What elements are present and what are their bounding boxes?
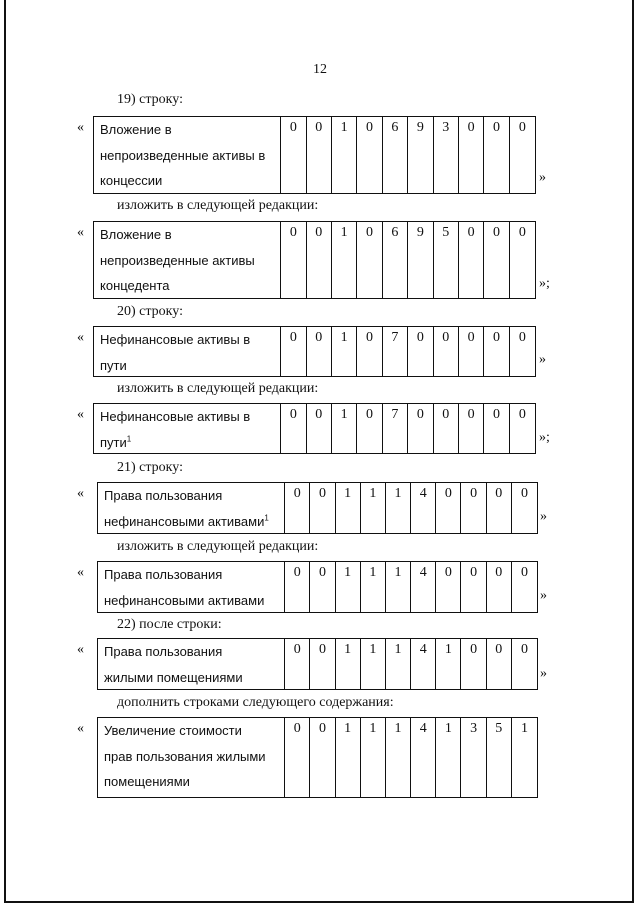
code-digit-cell: 0: [285, 639, 310, 689]
code-digit-cell: 0: [487, 639, 512, 689]
code-digit-cell: 1: [336, 483, 361, 533]
code-digit-cell: 6: [383, 222, 408, 298]
instruction-caption: дополнить строками следующего содержания:: [117, 695, 394, 710]
code-digit-cell: 5: [487, 718, 512, 797]
code-digit-cell: 0: [459, 404, 484, 453]
page-number: 12: [313, 62, 327, 77]
account-row-table: [97, 638, 538, 690]
account-row-table: [93, 221, 536, 299]
code-digit-cell: 0: [310, 718, 335, 797]
instruction-caption: изложить в следующей редакции:: [117, 381, 319, 396]
code-digit-cell: 4: [411, 562, 436, 612]
account-name-line: нефинансовыми активами: [104, 592, 265, 608]
code-digit-cell: 6: [383, 117, 408, 193]
code-digit-cell: 0: [285, 483, 310, 533]
code-digit-cell: 0: [307, 117, 332, 193]
code-digit-cell: 0: [281, 117, 306, 193]
closing-quote: »;: [539, 276, 550, 291]
code-digit-cell: 1: [386, 718, 411, 797]
code-digit-cell: 0: [520, 642, 528, 657]
code-digit-cell: 4: [411, 483, 436, 533]
instruction-caption: 21) строку:: [117, 460, 183, 475]
account-name: [94, 404, 281, 453]
code-digit-cell: 7: [383, 404, 408, 453]
account-row-table: [97, 561, 538, 613]
code-digit-cell: 1: [332, 327, 357, 376]
account-name: [98, 639, 285, 689]
code-digit-cell: 0: [518, 225, 526, 240]
code-digit-cell: 1: [361, 718, 386, 797]
code-digit-cell: 0: [459, 117, 484, 193]
code-digit-cell: 0: [310, 639, 335, 689]
account-row-table: [93, 326, 536, 377]
code-digit-cell: 0: [518, 330, 526, 345]
opening-quote: «: [77, 407, 84, 422]
code-digit-cell: 0: [310, 483, 335, 533]
code-digit-cell: 1: [332, 404, 357, 453]
code-digit-cell: 0: [484, 222, 509, 298]
closing-quote: »: [540, 509, 547, 524]
account-name-line: пути: [100, 357, 127, 373]
code-digit-cell: 0: [459, 327, 484, 376]
opening-quote: «: [77, 642, 84, 657]
account-name-line: помещениями: [104, 774, 190, 789]
account-row-table: [93, 116, 536, 194]
code-digit-cell: 0: [281, 327, 306, 376]
code-digit-cell: 0: [408, 404, 433, 453]
opening-quote: «: [77, 225, 84, 240]
account-name-line: Нефинансовые активы в: [100, 409, 251, 424]
closing-quote: »: [539, 170, 546, 185]
code-digit-cell: 1: [520, 721, 528, 736]
code-digit-cell: 0: [461, 562, 486, 612]
closing-quote: »: [540, 666, 547, 681]
code-digit-cell: 1: [386, 639, 411, 689]
code-digit-cell: 3: [461, 718, 486, 797]
code-digit-cell: 0: [484, 117, 509, 193]
account-name-line: пути$^1$: [100, 434, 132, 450]
code-digit-cell: 0: [520, 565, 528, 580]
instruction-caption: изложить в следующей редакции:: [117, 198, 319, 213]
account-name: [94, 117, 281, 193]
instruction-caption: изложить в следующей редакции:: [117, 539, 319, 554]
footnote-marker: 1: [264, 513, 269, 523]
account-name-line: нефинансовыми активами$^1$: [104, 513, 269, 529]
instruction-caption: 19) строку:: [117, 92, 183, 107]
opening-quote: «: [77, 565, 84, 580]
account-name-line: непроизведенные активы в: [100, 147, 266, 163]
code-digit-cell: 9: [408, 222, 433, 298]
code-digit-cell: 0: [518, 407, 526, 422]
code-digit-cell: 1: [336, 718, 361, 797]
account-name-line: Нефинансовые активы в: [100, 332, 251, 347]
account-name-line: жилыми помещениями: [104, 669, 243, 685]
code-digit-cell: 1: [361, 639, 386, 689]
code-digit-cell: 1: [332, 117, 357, 193]
code-digit-cell: 0: [434, 404, 459, 453]
code-digit-cell: 0: [281, 222, 306, 298]
account-row-table: [93, 403, 536, 454]
code-digit-cell: 0: [484, 404, 509, 453]
code-digit-cell: 0: [281, 404, 306, 453]
code-digit-cell: 5: [434, 222, 459, 298]
account-name: [98, 483, 285, 533]
code-digit-cell: 7: [383, 327, 408, 376]
account-name-line: Вложение в: [100, 122, 172, 137]
code-digit-cell: 1: [336, 562, 361, 612]
account-name-line: Права пользования: [104, 567, 223, 582]
code-digit-cell: 0: [434, 327, 459, 376]
code-digit-cell: 0: [285, 718, 310, 797]
account-name: [98, 718, 285, 797]
code-digit-cell: 0: [307, 222, 332, 298]
account-name-line: непроизведенные активы: [100, 252, 255, 268]
code-digit-cell: 0: [487, 483, 512, 533]
account-name: [98, 562, 285, 612]
code-digit-cell: 0: [357, 117, 382, 193]
code-digit-cell: 0: [408, 327, 433, 376]
code-digit-cell: 3: [434, 117, 459, 193]
instruction-caption: 22) после строки:: [117, 617, 222, 632]
account-name-line: Вложение в: [100, 227, 172, 242]
code-digit-cell: 0: [285, 562, 310, 612]
account-name: [94, 222, 281, 298]
code-digit-cell: 0: [461, 639, 486, 689]
code-digit-cell: 0: [357, 222, 382, 298]
code-digit-cell: 1: [336, 639, 361, 689]
code-digit-cell: 0: [307, 404, 332, 453]
account-name-line: Увеличение стоимости: [104, 723, 242, 738]
code-digit-cell: 1: [386, 562, 411, 612]
opening-quote: «: [77, 120, 84, 135]
footnote-marker: 1: [126, 434, 132, 444]
code-digit-cell: 0: [310, 562, 335, 612]
account-name-line: концессии: [100, 173, 163, 188]
code-digit-cell: 0: [520, 486, 528, 501]
code-digit-cell: 0: [307, 327, 332, 376]
code-digit-cell: 9: [408, 117, 433, 193]
code-digit-cell: 0: [459, 222, 484, 298]
account-row-table: [97, 482, 538, 534]
account-name-line: Права пользования: [104, 644, 223, 659]
code-digit-cell: 1: [332, 222, 357, 298]
code-digit-cell: 1: [386, 483, 411, 533]
account-name: [94, 327, 281, 376]
code-digit-cell: 1: [436, 718, 461, 797]
code-digit-cell: 0: [484, 327, 509, 376]
code-digit-cell: 4: [411, 639, 436, 689]
closing-quote: »: [539, 352, 546, 367]
account-name-line: Права пользования: [104, 488, 223, 503]
account-name-line: концедента: [100, 278, 170, 293]
code-digit-cell: 4: [411, 718, 436, 797]
code-digit-cell: 1: [436, 639, 461, 689]
account-name-line: прав пользования жилыми: [104, 748, 266, 764]
code-digit-cell: 0: [357, 404, 382, 453]
code-digit-cell: 0: [357, 327, 382, 376]
code-digit-cell: 0: [518, 120, 526, 135]
closing-quote: »: [540, 588, 547, 603]
code-digit-cell: 0: [436, 562, 461, 612]
code-digit-cell: 1: [361, 483, 386, 533]
opening-quote: «: [77, 486, 84, 501]
code-digit-cell: 0: [487, 562, 512, 612]
closing-quote: »;: [539, 430, 550, 445]
instruction-caption: 20) строку:: [117, 304, 183, 319]
account-row-table: [97, 717, 538, 798]
code-digit-cell: 0: [461, 483, 486, 533]
opening-quote: «: [77, 721, 84, 736]
opening-quote: «: [77, 330, 84, 345]
code-digit-cell: 0: [436, 483, 461, 533]
code-digit-cell: 1: [361, 562, 386, 612]
